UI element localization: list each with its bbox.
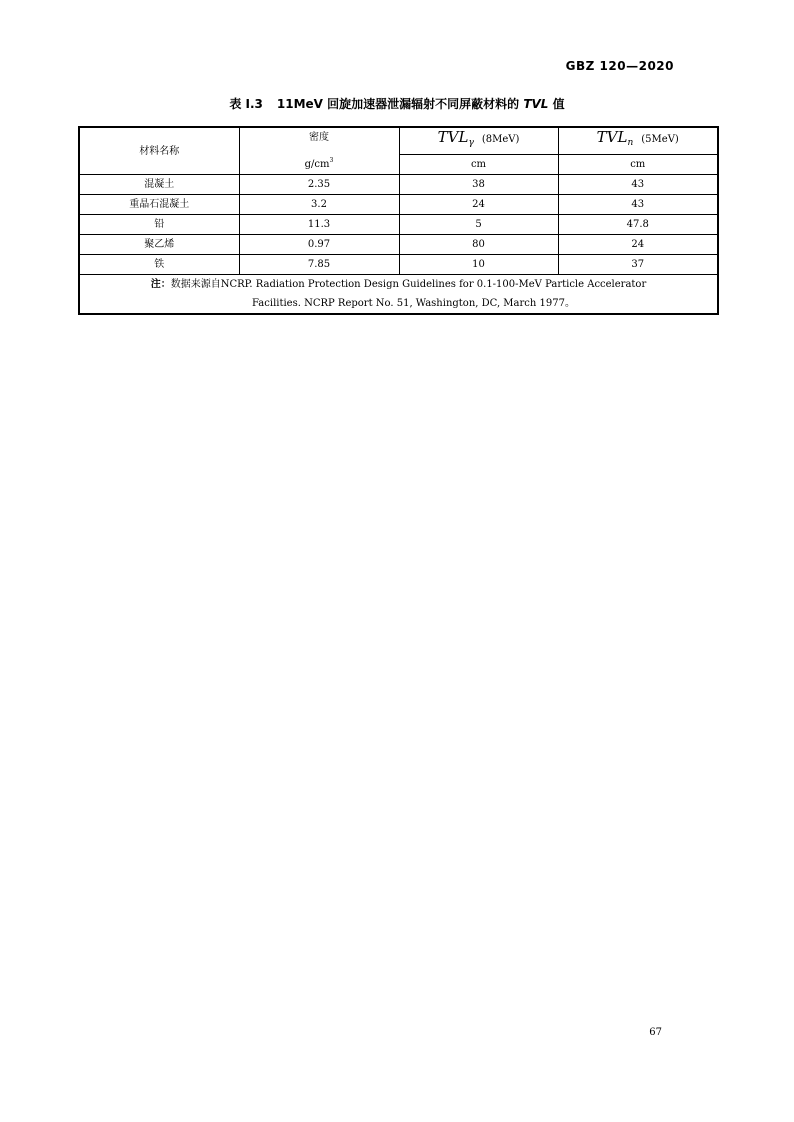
tvl-n-subscript: n — [627, 138, 634, 149]
page-number: 67 — [649, 1027, 662, 1038]
header-material: 材料名称 — [79, 127, 239, 175]
note-line-2: Facilities. NCRP Report No. 51, Washington, DC, March 1977。 — [252, 298, 575, 309]
table-header-row — [79, 127, 718, 154]
tvl-gamma-unit: cm — [399, 154, 558, 174]
cell-density: 3.2 — [239, 195, 399, 215]
caption-suffix: 值 — [552, 97, 565, 111]
cell-material: 重晶石混凝土 — [79, 195, 239, 215]
header-tvl-gamma — [399, 127, 558, 154]
note-label: 注： — [150, 279, 171, 290]
cell-tvl-n: 24 — [558, 235, 718, 255]
cell-tvl-n: 43 — [558, 175, 718, 195]
header-density — [239, 127, 399, 175]
table-row — [79, 195, 718, 215]
tvl-table — [78, 126, 719, 315]
table-row — [79, 215, 718, 235]
tvl-n-energy: (5MeV) — [641, 134, 679, 146]
cell-density: 7.85 — [239, 255, 399, 275]
tvl-n-unit: cm — [558, 154, 718, 174]
tvl-gamma-energy: (8MeV) — [481, 134, 520, 146]
cell-material: 铅 — [79, 215, 239, 235]
table-note-row — [79, 275, 718, 315]
cell-tvl-n: 43 — [558, 195, 718, 215]
header-tvl-n — [558, 127, 718, 154]
cell-tvl-gamma: 10 — [399, 255, 558, 275]
cell-tvl-gamma: 38 — [399, 175, 558, 195]
density-label: 密度 — [309, 132, 329, 143]
table-row — [79, 235, 718, 255]
note-line-1: 数据来源自NCRP. Radiation Protection Design Guidelines for 0.1-100-MeV Particle Accelerator — [170, 279, 647, 290]
table-note — [79, 275, 718, 315]
cell-tvl-n: 47.8 — [558, 215, 718, 235]
table-row — [79, 175, 718, 195]
tvl-n-symbol: TVL — [596, 128, 628, 147]
tvl-gamma-symbol: TVL — [437, 128, 469, 147]
cell-tvl-gamma: 24 — [399, 195, 558, 215]
cell-tvl-gamma: 5 — [399, 215, 558, 235]
caption-text: 11MeV 回旋加速器泄漏辐射不同屏蔽材料的 — [276, 97, 520, 111]
tvl-gamma-subscript: γ — [468, 138, 474, 149]
cell-tvl-gamma: 80 — [399, 235, 558, 255]
cell-density: 2.35 — [239, 175, 399, 195]
cell-material: 铁 — [79, 255, 239, 275]
caption-number: 表 I.3 — [229, 97, 263, 111]
standard-code: GBZ 120—2020 — [565, 59, 674, 73]
cell-material: 混凝土 — [79, 175, 239, 195]
density-unit: $g/cm^3$ — [304, 157, 334, 170]
cell-material: 聚乙烯 — [79, 235, 239, 255]
table-row — [79, 255, 718, 275]
caption-italic: TVL — [523, 97, 549, 111]
cell-tvl-n: 37 — [558, 255, 718, 275]
cell-density: 0.97 — [239, 235, 399, 255]
table-caption — [0, 95, 794, 112]
cell-density: 11.3 — [239, 215, 399, 235]
